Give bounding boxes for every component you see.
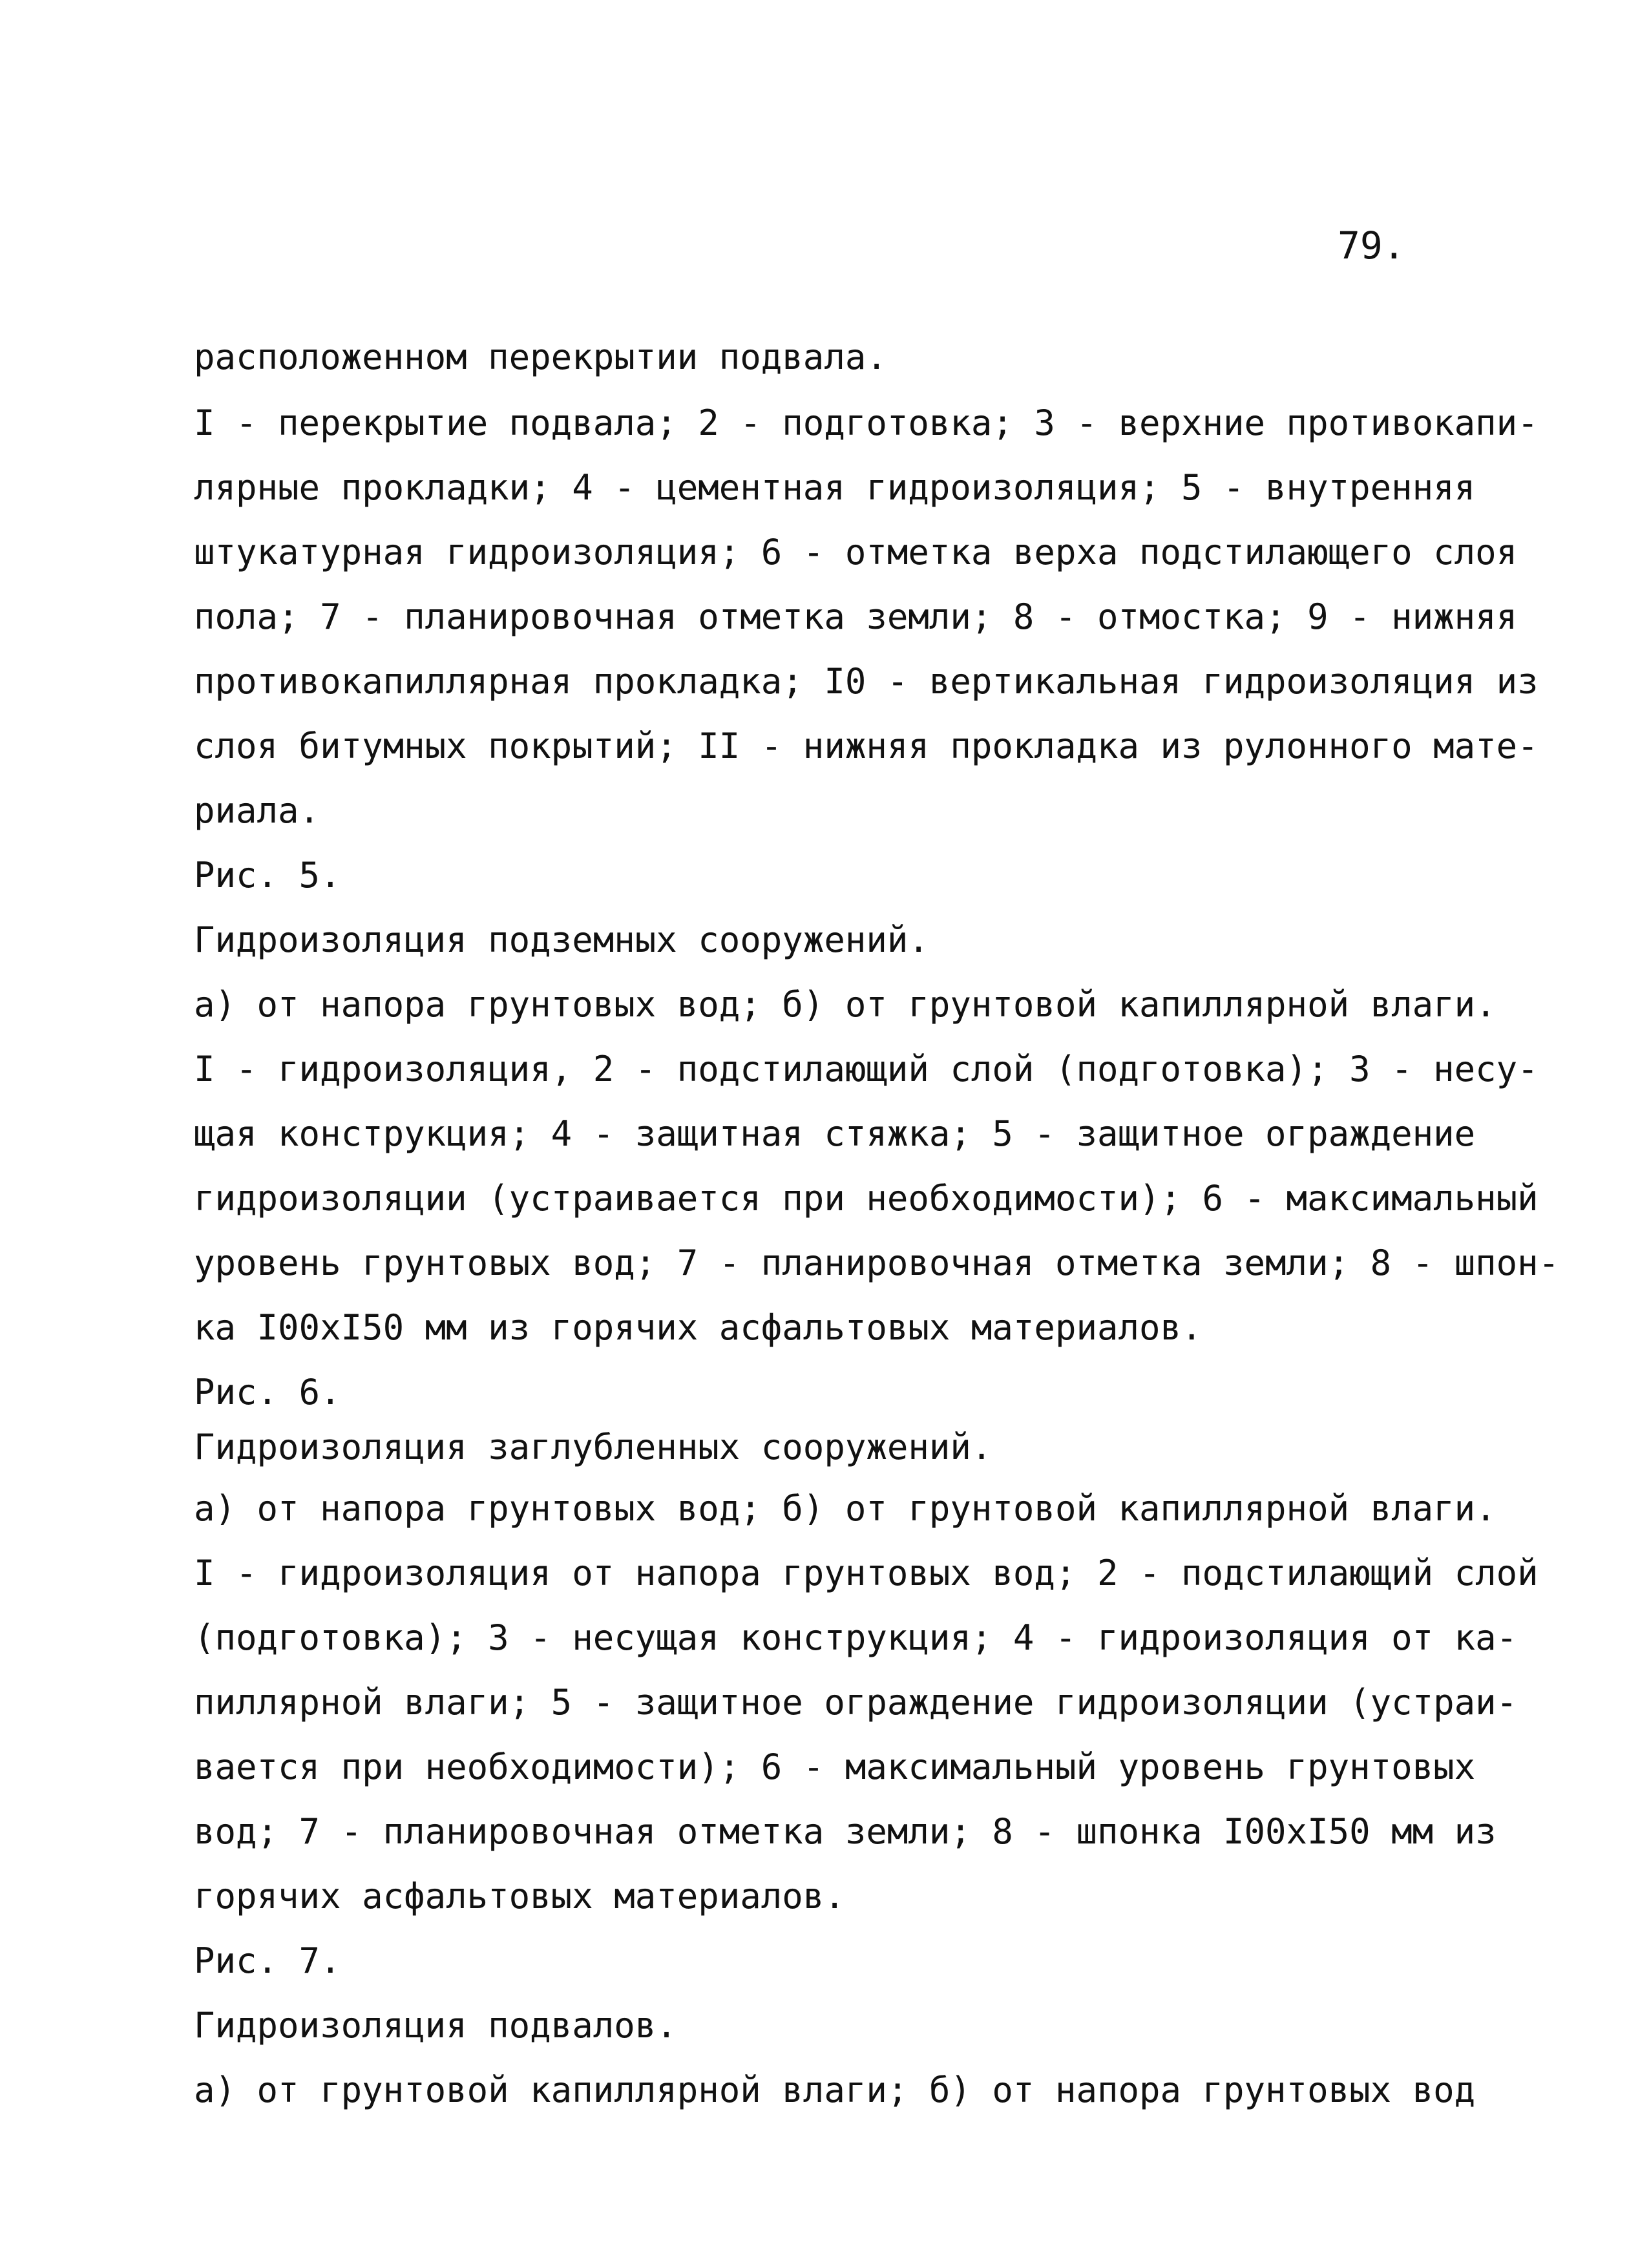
text-line: щая конструкция; 4 - защитная стяжка; 5 - защитное ограждение bbox=[194, 1113, 1476, 1154]
text-line: I - гидроизоляция от напора грунтовых вод; 2 - подстилающий слой bbox=[194, 1553, 1539, 1593]
text-line: вается при необходимости); 6 - максимальный уровень грунтовых bbox=[194, 1747, 1476, 1787]
text-line: а) от напора грунтовых вод; б) от грунтовой капиллярной влаги. bbox=[194, 984, 1497, 1025]
text-line: штукатурная гидроизоляция; 6 - отметка верха подстилающего слоя bbox=[194, 532, 1518, 572]
text-line: гидроизоляции (устраивается при необходимости); 6 - максимальный bbox=[194, 1178, 1539, 1219]
figure-caption: Рис. 6. bbox=[194, 1372, 341, 1412]
text-line: I - перекрытие подвала; 2 - подготовка; 3 - верхние противокапи- bbox=[194, 403, 1539, 443]
figure-caption: Рис. 7. bbox=[194, 1940, 341, 1981]
text-line: риала. bbox=[194, 790, 320, 831]
text-line: (подготовка); 3 - несущая конструкция; 4 - гидроизоляция от ка- bbox=[194, 1617, 1518, 1658]
figure-title: Гидроизоляция заглубленных сооружений. bbox=[194, 1427, 993, 1467]
text-line: а) от грунтовой капиллярной влаги; б) от напора грунтовых вод bbox=[194, 2070, 1476, 2110]
text-line: слоя битумных покрытий; II - нижняя прокладка из рулонного мате- bbox=[194, 726, 1539, 766]
text-line: ка I00xI50 мм из горячих асфальтовых материалов. bbox=[194, 1307, 1203, 1348]
text-line: лярные прокладки; 4 - цементная гидроизоляция; 5 - внутренняя bbox=[194, 467, 1476, 508]
text-line: вод; 7 - планировочная отметка земли; 8 - шпонка I00xI50 мм из bbox=[194, 1811, 1497, 1852]
page-number: 79. bbox=[1338, 224, 1405, 268]
text-line: расположенном перекрытии подвала. bbox=[194, 337, 887, 377]
figure-title: Гидроизоляция подземных сооружений. bbox=[194, 919, 929, 960]
text-line: пола; 7 - планировочная отметка земли; 8 - отмостка; 9 - нижняя bbox=[194, 596, 1518, 637]
figure-caption: Рис. 5. bbox=[194, 855, 341, 896]
text-line: I - гидроизоляция, 2 - подстилающий слой (подготовка); 3 - несу- bbox=[194, 1049, 1539, 1089]
text-line: уровень грунтовых вод; 7 - планировочная отметка земли; 8 - шпон- bbox=[194, 1243, 1560, 1283]
text-line: противокапиллярная прокладка; I0 - вертикальная гидроизоляция из bbox=[194, 661, 1539, 702]
text-line: пиллярной влаги; 5 - защитное ограждение гидроизоляции (устраи- bbox=[194, 1682, 1518, 1723]
figure-title: Гидроизоляция подвалов. bbox=[194, 2005, 677, 2046]
text-line: горячих асфальтовых материалов. bbox=[194, 1876, 845, 1916]
text-line: а) от напора грунтовых вод; б) от грунтовой капиллярной влаги. bbox=[194, 1488, 1497, 1529]
